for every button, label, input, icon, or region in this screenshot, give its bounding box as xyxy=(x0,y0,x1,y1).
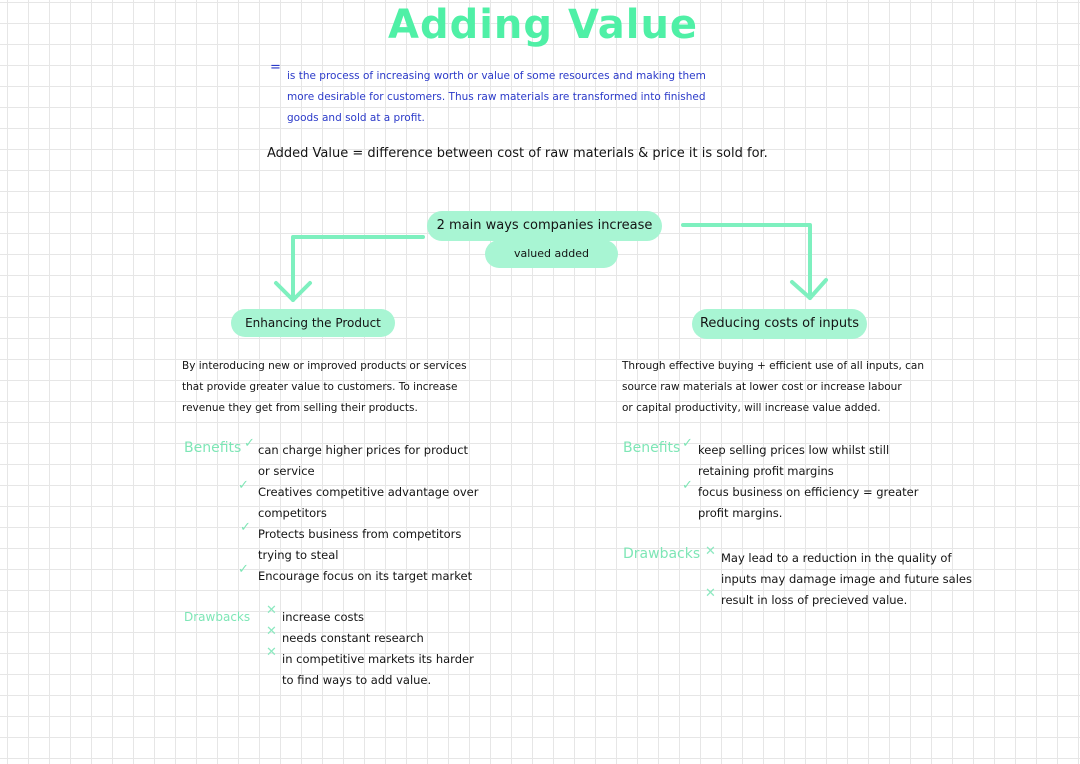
added-value-formula: Added Value = difference between cost of raw materials & price it is sold for. xyxy=(267,146,768,161)
definition-line: goods and sold at a profit. xyxy=(287,112,425,124)
definition-line: is the process of increasing worth or value of some resources and making them xyxy=(287,70,706,82)
drawback-item: ✕ needs constant research xyxy=(266,624,424,645)
description-line: revenue they get from selling their products. xyxy=(182,402,418,414)
description-line: Through effective buying + efficient use of all inputs, can xyxy=(622,360,924,372)
drawback-item: ✕ increase costs xyxy=(266,603,364,624)
right-benefits-label: Benefits xyxy=(623,440,681,456)
check-icon: ✓ xyxy=(682,478,693,493)
page-title: Adding Value xyxy=(388,2,699,48)
definition-equals-marker: = xyxy=(270,60,281,75)
benefit-item: ✓ can charge higher prices for product or service xyxy=(244,436,469,478)
check-icon: ✓ xyxy=(238,562,249,577)
left-arrow-line xyxy=(293,237,423,300)
left-drawbacks-label: Drawbacks xyxy=(184,610,251,624)
left-benefits-label: Benefits xyxy=(184,440,242,456)
branch-heading-reducing-costs: Reducing costs of inputs xyxy=(692,309,867,339)
benefit-item: ✓ focus business on efficiency = greater profit margins. xyxy=(682,478,919,520)
description-line: or capital productivity, will increase value added. xyxy=(622,402,881,414)
description-line: By interoducing new or improved products or services xyxy=(182,360,467,372)
cross-icon: ✕ xyxy=(705,544,716,559)
cross-icon: ✕ xyxy=(266,603,277,618)
check-icon: ✓ xyxy=(682,436,693,451)
central-topic-subpill: valued added xyxy=(485,240,618,268)
right-drawbacks-list xyxy=(705,544,995,611)
drawback-item: ✕ result in loss of precieved value. xyxy=(705,586,908,607)
left-benefits-list xyxy=(238,436,494,587)
drawback-item: ✕ May lead to a reduction in the quality of inputs may damage image and future sales xyxy=(705,544,972,586)
benefit-item: ✓ keep selling prices low whilst still retaining profit margins xyxy=(682,436,890,478)
cross-icon: ✕ xyxy=(705,586,716,601)
benefit-item: ✓ Encourage focus on its target market xyxy=(238,562,473,583)
description-line: source raw materials at lower cost or increase labour xyxy=(622,381,902,393)
definition-line: more desirable for customers. Thus raw materials are transformed into finished xyxy=(287,91,706,103)
right-arrow-line xyxy=(683,225,810,298)
drawback-item: ✕ in competitive markets its harder to find ways to add value. xyxy=(266,645,474,687)
check-icon: ✓ xyxy=(244,436,255,451)
check-icon: ✓ xyxy=(238,478,249,493)
right-benefits-list xyxy=(682,436,944,524)
check-icon: ✓ xyxy=(240,520,251,535)
left-drawbacks-list xyxy=(266,603,496,691)
right-description xyxy=(622,356,962,419)
benefit-item: ✓ Creatives competitive advantage over competitors xyxy=(238,478,479,520)
branch-heading-enhancing-product: Enhancing the Product xyxy=(231,309,395,337)
cross-icon: ✕ xyxy=(266,624,277,639)
left-description xyxy=(182,356,482,419)
central-topic-pill: 2 main ways companies increase xyxy=(427,211,662,241)
cross-icon: ✕ xyxy=(266,645,277,660)
benefit-item: ✓ Protects business from competitors trying to steal xyxy=(240,520,462,562)
description-line: that provide greater value to customers. To increase xyxy=(182,381,458,393)
right-drawbacks-label: Drawbacks xyxy=(623,546,701,562)
